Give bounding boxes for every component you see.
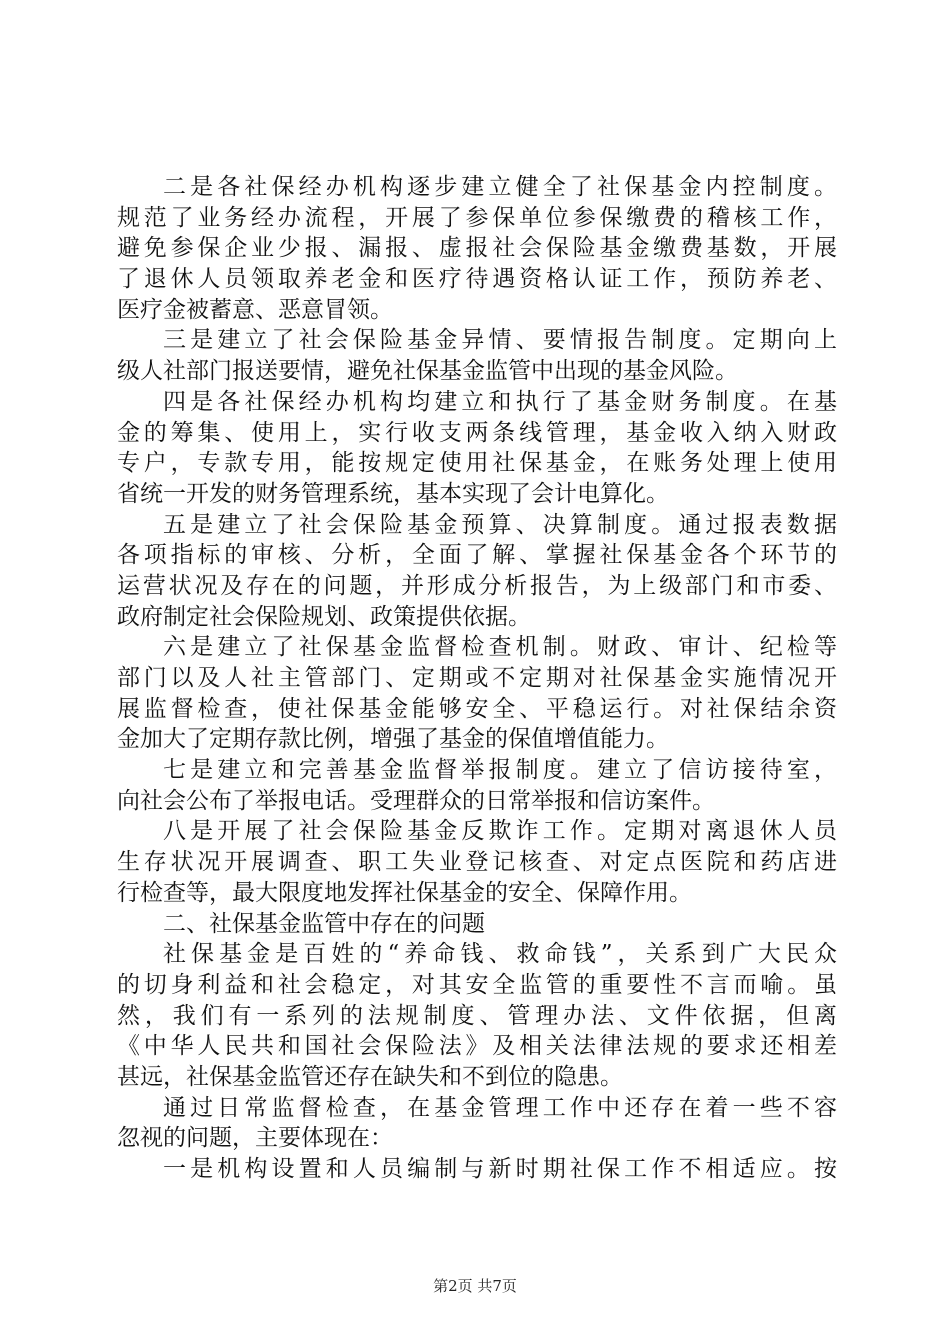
- text-line: 社保基金是百姓的“养命钱、救命钱”，关系到广大民众: [163, 941, 837, 968]
- text-line: 展监督检查，使社保基金能够安全、平稳运行。对社保结余资: [117, 695, 837, 722]
- text-line: 医疗金被蓄意、恶意冒领。: [117, 296, 393, 323]
- text-line: 六是建立了社保基金监督检查机制。财政、审计、纪检等: [163, 634, 837, 661]
- text-line: 金加大了定期存款比例，增强了基金的保值增值能力。: [117, 726, 669, 753]
- text-line: 省统一开发的财务管理系统，基本实现了会计电算化。: [117, 480, 669, 507]
- page-footer: 第2页 共7页: [433, 1277, 517, 1295]
- text-line: 级人社部门报送要情，避免社保基金监管中出现的基金风险。: [117, 358, 738, 385]
- text-line: 向社会公布了举报电话。受理群众的日常举报和信访案件。: [117, 787, 715, 814]
- document-body: [117, 172, 837, 1185]
- text-line: 生存状况开展调查、职工失业登记核查、对定点医院和药店进: [117, 849, 837, 876]
- text-line: 通过日常监督检查，在基金管理工作中还存在着一些不容: [163, 1094, 837, 1121]
- text-line: 政府制定社会保险规划、政策提供依据。: [117, 603, 531, 630]
- text-line: 的切身利益和社会稳定，对其安全监管的重要性不言而喻。虽: [117, 971, 837, 998]
- text-line: 部门以及人社主管部门、定期或不定期对社保基金实施情况开: [117, 665, 837, 691]
- text-line: 七是建立和完善基金监督举报制度。建立了信访接待室，: [163, 757, 837, 784]
- text-line: 甚远，社保基金监管还存在缺失和不到位的隐患。: [117, 1063, 623, 1090]
- text-line: 忽视的问题，主要体现在：: [117, 1125, 393, 1152]
- text-line: 专户，专款专用，能按规定使用社保基金，在账务处理上使用: [117, 450, 837, 477]
- text-line: 三是建立了社会保险基金异情、要情报告制度。定期向上: [163, 327, 837, 354]
- text-line: 行检查等，最大限度地发挥社保基金的安全、保障作用。: [117, 879, 692, 906]
- text-line: 五是建立了社会保险基金预算、决算制度。通过报表数据: [163, 511, 837, 538]
- text-line: 然，我们有一系列的法规制度、管理办法、文件依据，但离: [117, 1002, 837, 1029]
- text-line: 金的筹集、使用上，实行收支两条线管理，基金收入纳入财政: [117, 419, 837, 446]
- text-line: 四是各社保经办机构均建立和执行了基金财务制度。在基: [163, 388, 837, 415]
- text-line: 二、社保基金监管中存在的问题: [163, 910, 485, 937]
- text-line: 避免参保企业少报、漏报、虚报社会保险基金缴费基数，开展: [117, 235, 837, 262]
- text-line: 一是机构设置和人员编制与新时期社保工作不相适应。按: [163, 1156, 837, 1182]
- text-line: 二是各社保经办机构逐步建立健全了社保基金内控制度。: [163, 174, 837, 200]
- text-line: 运营状况及存在的问题，并形成分析报告，为上级部门和市委、: [117, 572, 837, 599]
- text-line: 了退休人员领取养老金和医疗待遇资格认证工作，预防养老、: [117, 266, 837, 293]
- text-line: 各项指标的审核、分析，全面了解、掌握社保基金各个环节的: [117, 542, 837, 569]
- text-line: 《中华人民共和国社会保险法》及相关法律法规的要求还相差: [117, 1033, 837, 1060]
- text-line: 规范了业务经办流程，开展了参保单位参保缴费的稽核工作，: [117, 204, 837, 231]
- text-line: 八是开展了社会保险基金反欺诈工作。定期对离退休人员: [163, 818, 837, 845]
